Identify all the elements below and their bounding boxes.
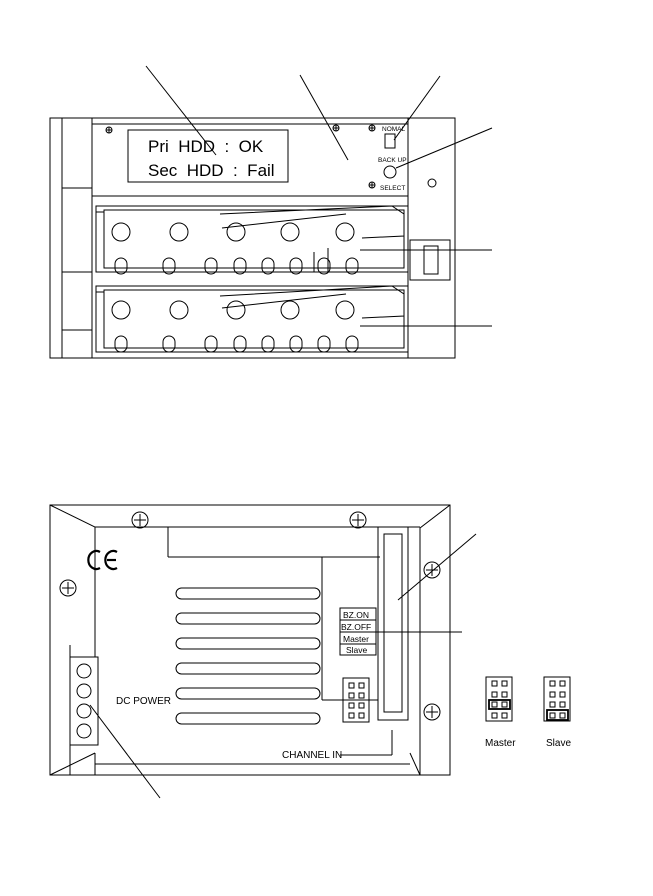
callout-line xyxy=(398,534,476,600)
rear-chassis-outline xyxy=(50,505,450,775)
lcd-primary-status: Pri HDD : OK xyxy=(148,137,264,156)
display-panel xyxy=(92,124,408,196)
chassis-screw-icon xyxy=(350,512,366,528)
ce-mark-icon xyxy=(88,551,117,569)
panel-screw-icon xyxy=(106,127,112,133)
backup-label: BACK UP xyxy=(378,157,407,164)
panel-screw-icon xyxy=(369,125,375,131)
panel-screw-icon xyxy=(333,125,339,131)
panel-screw-icon xyxy=(369,182,375,188)
lcd-secondary-status: Sec HDD : Fail xyxy=(148,161,275,180)
drive-tray-1[interactable] xyxy=(96,206,408,274)
bz-on-label: BZ.ON xyxy=(343,610,369,620)
slave-label: Slave xyxy=(346,645,368,655)
chassis-screw-icon xyxy=(132,512,148,528)
status-led xyxy=(428,179,436,187)
bz-off-label: BZ.OFF xyxy=(341,622,372,632)
dc-power-label: DC POWER xyxy=(116,696,171,707)
callout-line xyxy=(90,705,160,798)
dc-power-connector[interactable] xyxy=(70,657,98,745)
drive-tray-2[interactable] xyxy=(96,286,408,352)
rear-panel xyxy=(50,505,476,798)
channel-in-label: CHANNEL IN xyxy=(282,750,343,761)
chassis-screw-icon xyxy=(424,704,440,720)
select-label: SELECT xyxy=(380,185,406,192)
master-label: Master xyxy=(343,634,369,644)
slave-caption: Slave xyxy=(546,738,572,749)
callout-line xyxy=(396,128,492,168)
vent-slots xyxy=(176,588,320,724)
chassis-screw-icon xyxy=(60,580,76,596)
select-button[interactable] xyxy=(384,166,396,178)
master-jumper-example xyxy=(486,677,512,721)
master-caption: Master xyxy=(485,738,516,749)
front-panel xyxy=(50,66,492,358)
slave-jumper-example xyxy=(544,677,570,721)
normal-label: NOMAL xyxy=(382,126,406,133)
channel-in-connector[interactable] xyxy=(378,527,408,720)
mode-switch[interactable] xyxy=(385,134,395,148)
